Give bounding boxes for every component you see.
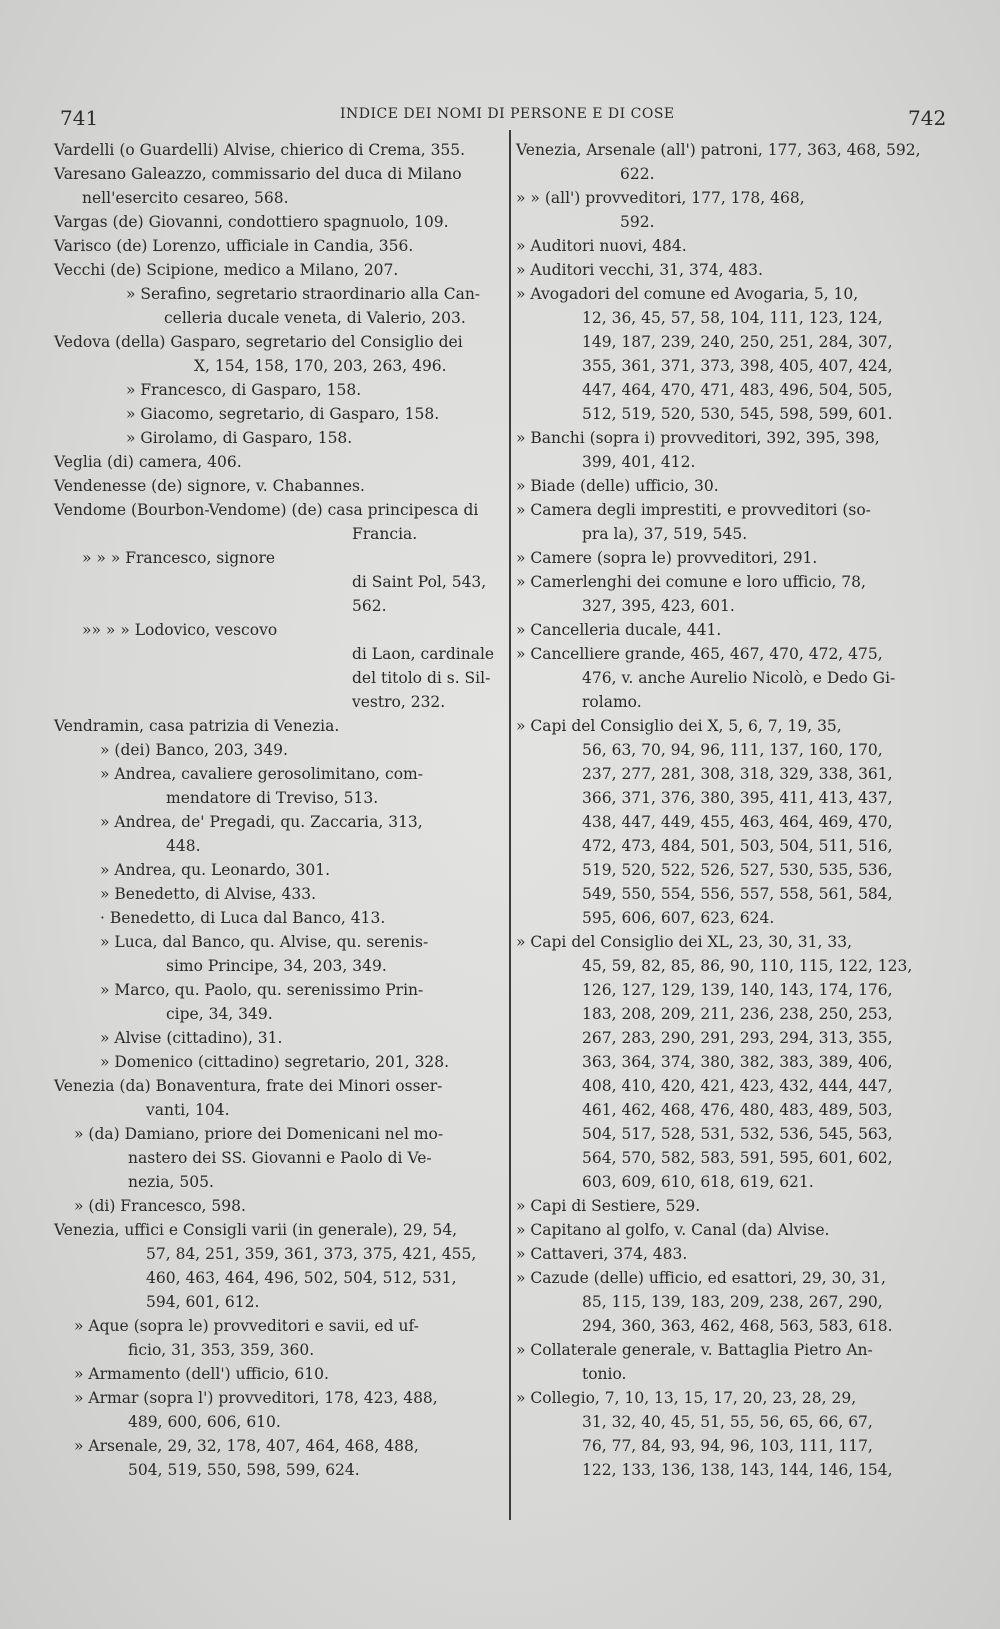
index-line: » Aque (sopra le) provveditori e savii, ed uf- — [74, 1317, 419, 1335]
index-line: nastero dei SS. Giovanni e Paolo di Ve- — [128, 1149, 432, 1167]
index-line: 447, 464, 470, 471, 483, 496, 504, 505, — [582, 381, 893, 399]
index-line: 76, 77, 84, 93, 94, 96, 103, 111, 117, — [582, 1437, 873, 1455]
index-line: » Marco, qu. Paolo, qu. serenissimo Prin- — [100, 981, 424, 999]
index-line: » Cancelleria ducale, 441. — [516, 621, 722, 639]
index-line: mendatore di Treviso, 513. — [166, 789, 379, 807]
index-line: Vendenesse (de) signore, v. Chabannes. — [54, 477, 365, 495]
index-line: » Girolamo, di Gasparo, 158. — [126, 429, 353, 447]
index-line: » Capi del Consiglio dei X, 5, 6, 7, 19, 35, — [516, 717, 842, 735]
index-line: 592. — [620, 213, 655, 231]
index-line: Francia. — [352, 525, 418, 543]
index-line: del titolo di s. Sil- — [352, 669, 491, 687]
index-line: » Cattaveri, 374, 483. — [516, 1245, 688, 1263]
index-line: 476, v. anche Aurelio Nicolò, e Dedo Gi- — [582, 669, 896, 687]
index-line: 366, 371, 376, 380, 395, 411, 413, 437, — [582, 789, 893, 807]
index-line: Varisco (de) Lorenzo, ufficiale in Candia, 356. — [54, 237, 414, 255]
index-line: 622. — [620, 165, 655, 183]
page-number-right: 742 — [908, 106, 947, 130]
index-line: » (dei) Banco, 203, 349. — [100, 741, 288, 759]
index-line: » Domenico (cittadino) segretario, 201, 328. — [100, 1053, 450, 1071]
index-line: 363, 364, 374, 380, 382, 383, 389, 406, — [582, 1053, 893, 1071]
index-line: » (da) Damiano, priore dei Domenicani nel mo- — [74, 1125, 444, 1143]
index-line: 519, 520, 522, 526, 527, 530, 535, 536, — [582, 861, 893, 879]
index-line: » » (all') provveditori, 177, 178, 468, — [516, 189, 805, 207]
index-line: » Camera degli imprestiti, e provveditori (so- — [516, 501, 871, 519]
index-line: vanti, 104. — [146, 1101, 230, 1119]
index-line: 85, 115, 139, 183, 209, 238, 267, 290, — [582, 1293, 883, 1311]
index-line: Vendramin, casa patrizia di Venezia. — [54, 717, 340, 735]
index-line: 504, 517, 528, 531, 532, 536, 545, 563, — [582, 1125, 893, 1143]
index-line: 237, 277, 281, 308, 318, 329, 338, 361, — [582, 765, 893, 783]
index-line: » Collaterale generale, v. Battaglia Pietro An- — [516, 1341, 873, 1359]
index-line: cipe, 34, 349. — [166, 1005, 273, 1023]
index-line: 45, 59, 82, 85, 86, 90, 110, 115, 122, 123, — [582, 957, 913, 975]
index-line: 57, 84, 251, 359, 361, 373, 375, 421, 455, — [146, 1245, 477, 1263]
index-line: pra la), 37, 519, 545. — [582, 525, 748, 543]
index-line: 438, 447, 449, 455, 463, 464, 469, 470, — [582, 813, 893, 831]
index-line: » Benedetto, di Alvise, 433. — [100, 885, 317, 903]
index-line: » Cancelliere grande, 465, 467, 470, 472, 475, — [516, 645, 883, 663]
index-line: 327, 395, 423, 601. — [582, 597, 735, 615]
index-column-left — [54, 138, 501, 1482]
index-line: 126, 127, 129, 139, 140, 143, 174, 176, — [582, 981, 893, 999]
index-line: » Andrea, qu. Leonardo, 301. — [100, 861, 330, 879]
index-line: 294, 360, 363, 462, 468, 563, 583, 618. — [582, 1317, 893, 1335]
index-line: » Camerlenghi dei comune e loro ufficio, 78, — [516, 573, 866, 591]
index-line: » Biade (delle) ufficio, 30. — [516, 477, 719, 495]
index-line: » Capi del Consiglio dei XL, 23, 30, 31, 33, — [516, 933, 853, 951]
index-line: » » » Francesco, signore — [82, 549, 276, 567]
index-line: 472, 473, 484, 501, 503, 504, 511, 516, — [582, 837, 893, 855]
index-line: tonio. — [582, 1365, 627, 1383]
index-line: » Camere (sopra le) provveditori, 291. — [516, 549, 818, 567]
index-line: vestro, 232. — [352, 693, 446, 711]
index-line: Varesano Galeazzo, commissario del duca di Milano — [54, 165, 462, 183]
index-line: » Auditori nuovi, 484. — [516, 237, 687, 255]
index-line: 267, 283, 290, 291, 293, 294, 313, 355, — [582, 1029, 893, 1047]
index-line: 461, 462, 468, 476, 480, 483, 489, 503, — [582, 1101, 893, 1119]
index-line: » Andrea, de' Pregadi, qu. Zaccaria, 313, — [100, 813, 423, 831]
index-line: » Arsenale, 29, 32, 178, 407, 464, 468, 488, — [74, 1437, 419, 1455]
index-line: 460, 463, 464, 496, 502, 504, 512, 531, — [146, 1269, 457, 1287]
index-line: Vargas (de) Giovanni, condottiero spagnuolo, 109. — [54, 213, 449, 231]
index-column-right — [516, 138, 944, 1482]
index-line: » Collegio, 7, 10, 13, 15, 17, 20, 23, 28, 29, — [516, 1389, 857, 1407]
index-line: Vedova (della) Gasparo, segretario del Consiglio dei — [54, 333, 463, 351]
index-line: » Luca, dal Banco, qu. Alvise, qu. serenis- — [100, 933, 429, 951]
running-title: INDICE DEI NOMI DI PERSONE E DI COSE — [340, 106, 675, 122]
index-line: rolamo. — [582, 693, 642, 711]
index-line: 149, 187, 239, 240, 250, 251, 284, 307, — [582, 333, 893, 351]
index-line: » (di) Francesco, 598. — [74, 1197, 246, 1215]
index-line: » Cazude (delle) ufficio, ed esattori, 29, 30, 31, — [516, 1269, 886, 1287]
index-line: Veglia (di) camera, 406. — [54, 453, 242, 471]
index-line: 122, 133, 136, 138, 143, 144, 146, 154, — [582, 1461, 893, 1479]
index-line: 504, 519, 550, 598, 599, 624. — [128, 1461, 360, 1479]
index-line: Venezia, Arsenale (all') patroni, 177, 363, 468, 592, — [516, 141, 921, 159]
index-line: ficio, 31, 353, 359, 360. — [128, 1341, 315, 1359]
index-line: 512, 519, 520, 530, 545, 598, 599, 601. — [582, 405, 893, 423]
index-line: » Serafino, segretario straordinario alla Can- — [126, 285, 481, 303]
index-line: » Armamento (dell') ufficio, 610. — [74, 1365, 329, 1383]
index-line: X, 154, 158, 170, 203, 263, 496. — [194, 357, 447, 375]
index-line: » Banchi (sopra i) provveditori, 392, 395, 398, — [516, 429, 880, 447]
index-line: 408, 410, 420, 421, 423, 432, 444, 447, — [582, 1077, 893, 1095]
index-line: nezia, 505. — [128, 1173, 214, 1191]
index-line: » Capitano al golfo, v. Canal (da) Alvise. — [516, 1221, 830, 1239]
index-line: 355, 361, 371, 373, 398, 405, 407, 424, — [582, 357, 893, 375]
index-line: 489, 600, 606, 610. — [128, 1413, 281, 1431]
index-line: · Benedetto, di Luca dal Banco, 413. — [100, 909, 386, 927]
index-line: Venezia (da) Bonaventura, frate dei Minori osser- — [54, 1077, 443, 1095]
column-divider — [509, 130, 511, 1520]
index-line: 12, 36, 45, 57, 58, 104, 111, 123, 124, — [582, 309, 883, 327]
index-line: di Laon, cardinale — [352, 645, 495, 663]
index-line: 399, 401, 412. — [582, 453, 696, 471]
index-line: Vendome (Bourbon-Vendome) (de) casa principesca di — [54, 501, 479, 519]
index-line: 183, 208, 209, 211, 236, 238, 250, 253, — [582, 1005, 893, 1023]
index-line: » Avogadori del comune ed Avogaria, 5, 10, — [516, 285, 859, 303]
index-line: 31, 32, 40, 45, 51, 55, 56, 65, 66, 67, — [582, 1413, 873, 1431]
index-line: di Saint Pol, 543, — [352, 573, 487, 591]
index-line: Vecchi (de) Scipione, medico a Milano, 207. — [54, 261, 399, 279]
index-line: 564, 570, 582, 583, 591, 595, 601, 602, — [582, 1149, 893, 1167]
index-line: 562. — [352, 597, 387, 615]
index-line: » Francesco, di Gasparo, 158. — [126, 381, 362, 399]
index-line: celleria ducale veneta, di Valerio, 203. — [164, 309, 466, 327]
index-line: »» » » Lodovico, vescovo — [82, 621, 278, 639]
index-line: Venezia, uffici e Consigli varii (in generale), 29, 54, — [54, 1221, 458, 1239]
index-line: 594, 601, 612. — [146, 1293, 260, 1311]
index-line: 603, 609, 610, 618, 619, 621. — [582, 1173, 814, 1191]
page-number-left: 741 — [60, 106, 99, 130]
index-line: simo Principe, 34, 203, 349. — [166, 957, 387, 975]
index-line: » Alvise (cittadino), 31. — [100, 1029, 283, 1047]
index-line: » Giacomo, segretario, di Gasparo, 158. — [126, 405, 440, 423]
index-line: 448. — [166, 837, 201, 855]
index-line: 595, 606, 607, 623, 624. — [582, 909, 775, 927]
index-line: nell'esercito cesareo, 568. — [82, 189, 289, 207]
index-line: » Andrea, cavaliere gerosolimitano, com- — [100, 765, 423, 783]
index-line: » Capi di Sestiere, 529. — [516, 1197, 701, 1215]
index-line: » Armar (sopra l') provveditori, 178, 423, 488, — [74, 1389, 438, 1407]
index-line: » Auditori vecchi, 31, 374, 483. — [516, 261, 763, 279]
index-line: 56, 63, 70, 94, 96, 111, 137, 160, 170, — [582, 741, 883, 759]
index-line: 549, 550, 554, 556, 557, 558, 561, 584, — [582, 885, 893, 903]
index-line: Vardelli (o Guardelli) Alvise, chierico di Crema, 355. — [54, 141, 466, 159]
